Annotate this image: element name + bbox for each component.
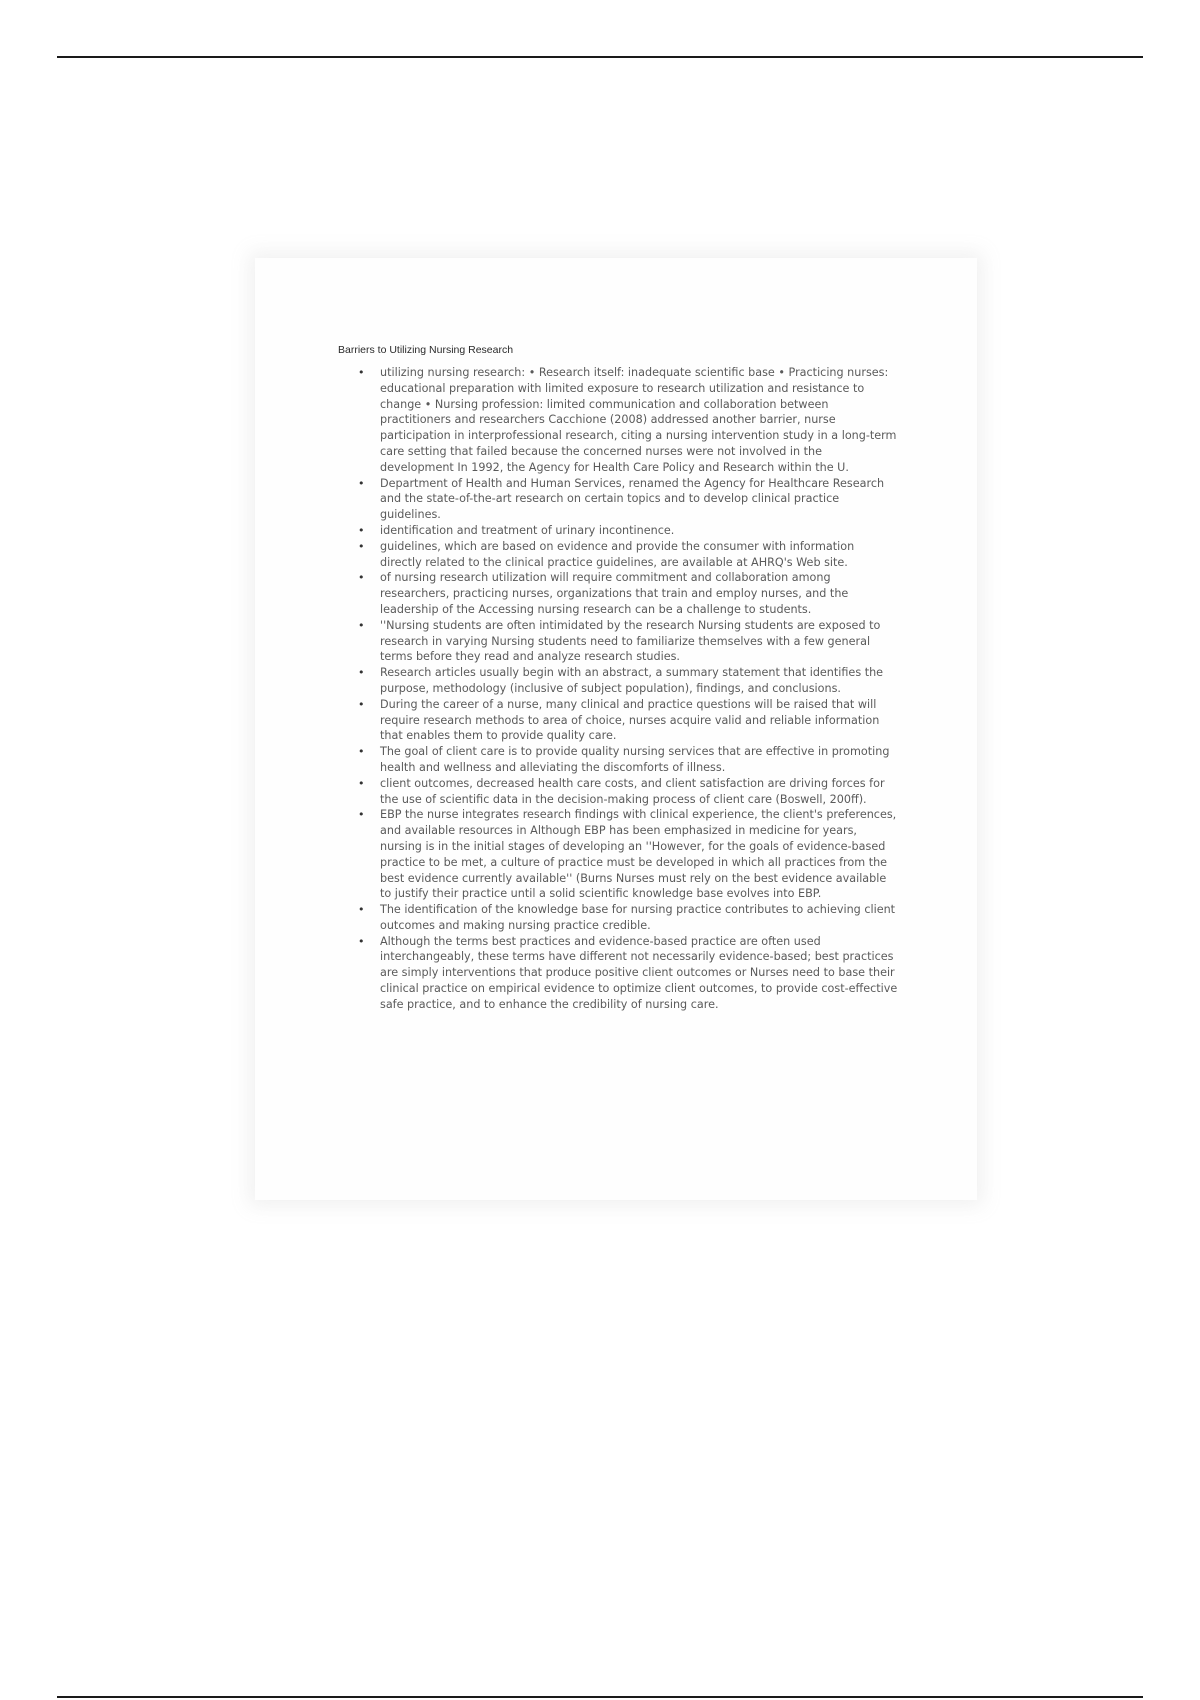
bullet-icon: •	[358, 934, 365, 948]
bullet-item	[338, 523, 898, 539]
bullet-text: ''Nursing students are often intimidated by the research Nursing students are exposed to research in varying Nursing students need to familiarize themselves with a few general terms before they read and analyze research studies.	[380, 618, 881, 664]
bullet-item	[338, 697, 898, 744]
bullet-icon: •	[358, 808, 365, 822]
bullet-icon: •	[358, 523, 365, 537]
bullet-text: Research articles usually begin with an abstract, a summary statement that identifies the purpose, methodology (inclusive of subject population), findings, and conclusions.	[380, 666, 884, 695]
bullet-text: Although the terms best practices and evidence-based practice are often used interchangeably, these terms have different not necessarily evidence-based; best practices are simply interventions that produce positive client outcomes or Nurses need to base their clinical practice on empirical evidence to optimize client outcomes, to provide cost-effective safe practice, and to enhance the credibility of nursing care.	[380, 934, 898, 1011]
bullet-item	[338, 539, 898, 571]
bullet-icon: •	[358, 539, 365, 553]
bullet-icon: •	[358, 476, 365, 490]
top-divider	[57, 56, 1143, 58]
bullet-text: client outcomes, decreased health care costs, and client satisfaction are driving forces for the use of scientific data in the decision-making process of client care (Boswell, 200ff).	[380, 776, 885, 806]
bullet-text: During the career of a nurse, many clinical and practice questions will be raised that will require research methods to area of choice, nurses acquire valid and reliable information that enables them to provide quality care.	[380, 697, 880, 743]
bullet-icon: •	[358, 366, 365, 379]
bullet-list	[338, 365, 898, 1013]
bullet-item	[338, 776, 898, 808]
bullet-text: of nursing research utilization will require commitment and collaboration among researchers, practicing nurses, organizations that train and employ nurses, and the leadership of the Accessing nursing research can be a challenge to students.	[380, 571, 849, 616]
bullet-text: utilizing nursing research: • Research itself: inadequate scientific base • Practicing nurses: educational preparation with limited exposure to research utilization and resistance to change • Nursing profession: limited communication and collaboration between practitioners and researchers Cacchione (2008) addressed another barrier, nurse participation in interprofessional research, citing a nursing intervention study in a long-term care setting that failed because the concerned nurses were not involved in the development In 1992, the Agency for Health Care Policy and Research within the U.	[380, 366, 897, 474]
bullet-icon: •	[358, 666, 365, 680]
bullet-item	[338, 476, 898, 523]
bullet-item	[338, 934, 898, 1013]
document-heading: Barriers to Utilizing Nursing Research	[338, 344, 514, 356]
bullet-item	[338, 570, 898, 617]
bullet-item	[338, 365, 898, 476]
bottom-divider	[57, 1696, 1143, 1698]
bullet-icon: •	[358, 776, 365, 790]
document-content	[338, 343, 898, 1013]
bullet-text: guidelines, which are based on evidence and provide the consumer with information directly related to the clinical practice guidelines, are available at AHRQ's Web site.	[380, 539, 855, 569]
bullet-icon: •	[358, 697, 365, 711]
bullet-item	[338, 744, 898, 776]
bullet-item	[338, 618, 898, 665]
bullet-text: Department of Health and Human Services, renamed the Agency for Healthcare Research and the state-of-the-art research on certain topics and to develop clinical practice guidelines.	[380, 476, 885, 522]
bullet-icon: •	[358, 745, 365, 759]
bullet-icon: •	[358, 618, 365, 632]
bullet-icon: •	[358, 571, 365, 585]
bullet-text: The identification of the knowledge base for nursing practice contributes to achieving client outcomes and making nursing practice credible.	[380, 903, 896, 932]
bullet-text: The goal of client care is to provide quality nursing services that are effective in promoting health and wellness and alleviating the discomforts of illness.	[380, 745, 890, 774]
bullet-item	[338, 902, 898, 934]
bullet-item	[338, 807, 898, 902]
bullet-item	[338, 665, 898, 697]
bullet-icon: •	[358, 903, 365, 917]
bullet-text: identification and treatment of urinary incontinence.	[380, 523, 675, 537]
bullet-text: EBP the nurse integrates research findings with clinical experience, the client's preferences, and available resources in Although EBP has been emphasized in medicine for years, nursing is in the initial stages of developing an ''However, for the goals of evidence-based practice to be met, a culture of practice must be developed in which all practices from the best evidence currently available'' (Burns Nurses must rely on the best evidence available to justify their practice until a solid scientific knowledge base evolves into EBP.	[380, 808, 897, 901]
